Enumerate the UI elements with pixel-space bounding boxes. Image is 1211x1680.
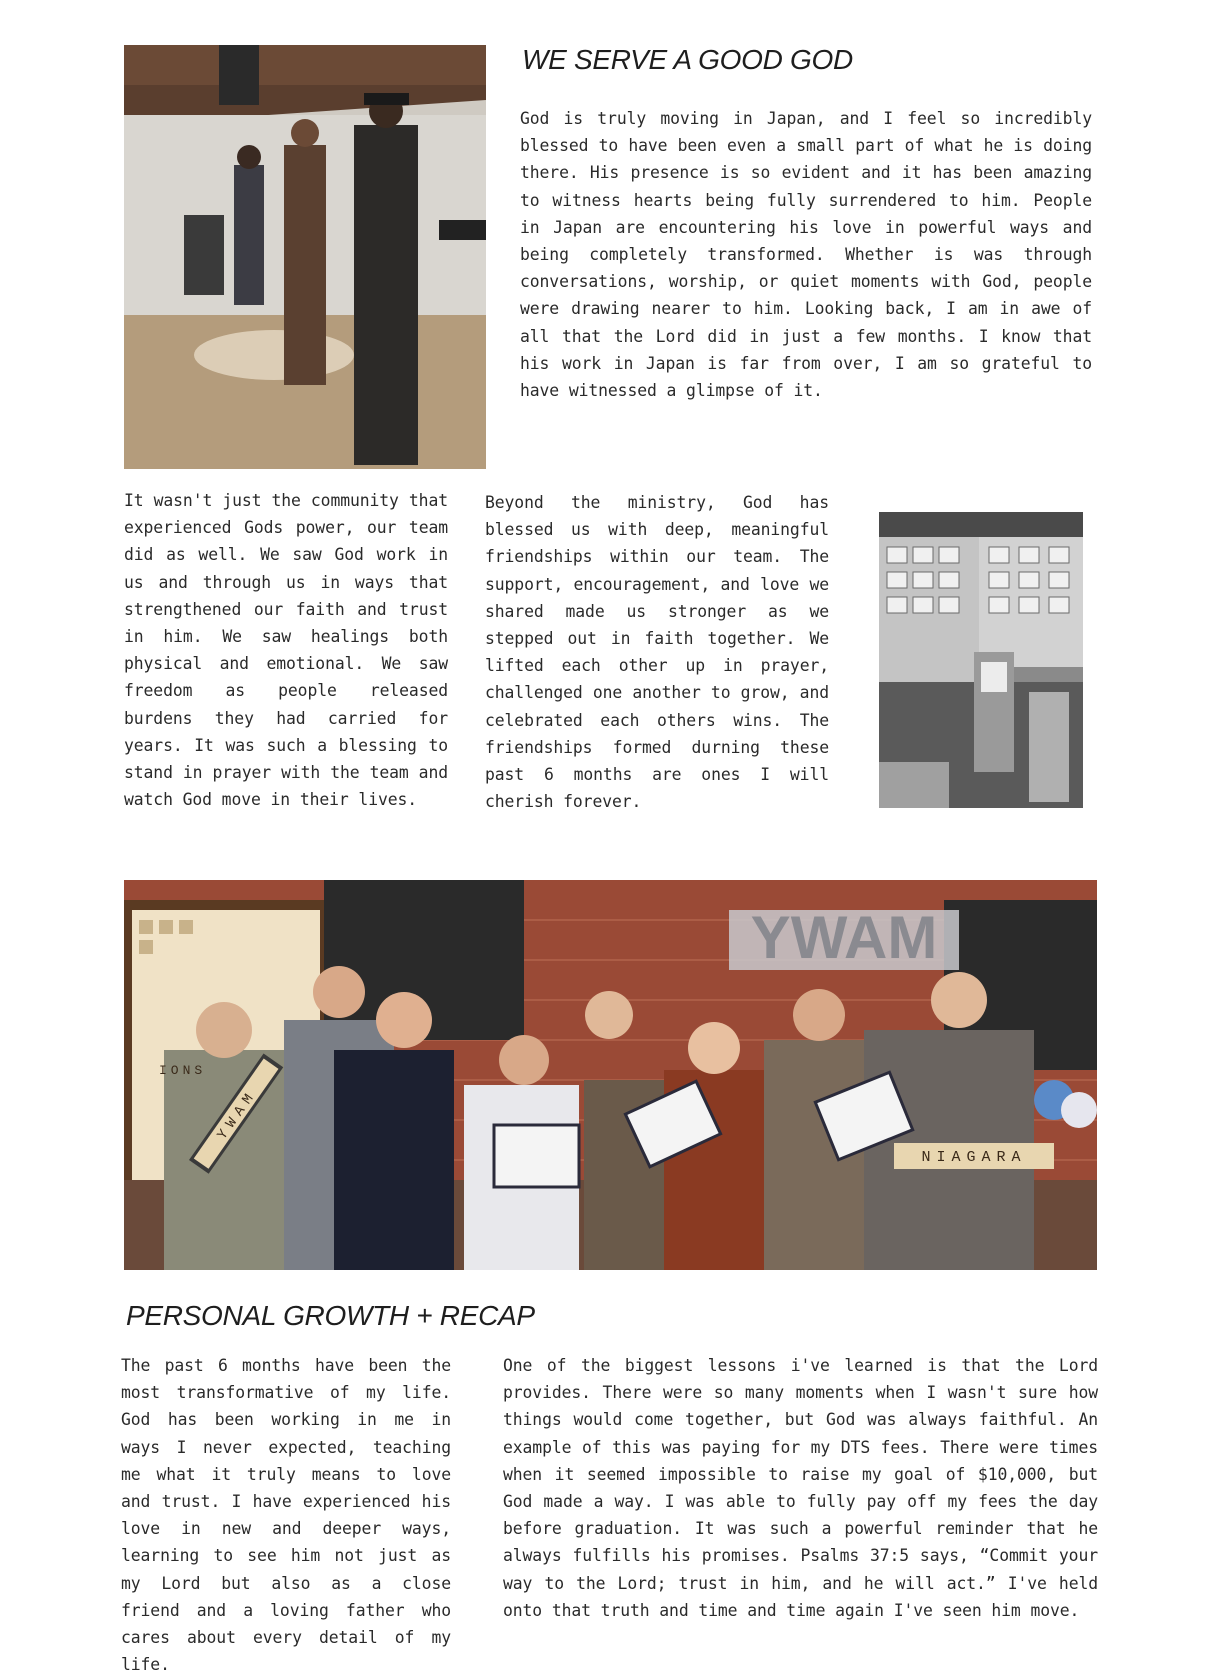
team-group-photo — [124, 880, 1097, 1270]
svg-text:IONS: IONS — [159, 1063, 207, 1078]
svg-text:YWAM: YWAM — [750, 904, 938, 971]
serve-paragraph: God is truly moving in Japan, and I feel so incredibly blessed to have been even a small part of what he is doing there. His presence is so evident and it has been amazing to witness hearts being fully surrendered to him. People in Japan are encountering his love in powerful ways and being completely transformed. Whether is was through conversations, worship, or quiet moments with God, people were drawing nearer to him. Looking back, I am in awe of all that the Lord did in just a few months. I know that his work in Japan is far from over, I am so grateful to have witnessed a glimpse of it. — [520, 109, 1092, 401]
growth-paragraph-left: The past 6 months have been the most transformative of my life. God has been working in me in ways I never expected, teaching me what it truly means to love and trust. I have experienced his love in new and deeper ways, learning to see him not just as my Lord but also as a close friend and a loving father who cares about every detail of my life. — [121, 1356, 451, 1675]
growth-paragraph-right: One of the biggest lessons i've learned is that the Lord provides. There were so many moments when I wasn't sure how things would come together, but God was always faithful. An example of this was paying for my DTS fees. There were times when it seemed impossible to raise my goal of $10,000, but God made a way. I was able to fully pay off my fees the day before graduation. It was such a powerful reminder that he always fulfills his promises. Psalms 37:5 says, “Commit your way to the Lord; trust in him, and he will act.” I've held onto that truth and time and time again I've seen him move. — [503, 1356, 1098, 1620]
gallery-room-photo — [879, 512, 1083, 808]
worship-stage-photo — [124, 45, 486, 469]
svg-text:NIAGARA: NIAGARA — [921, 1149, 1027, 1166]
community-paragraph: It wasn't just the community that experienced Gods power, our team did as well. We saw God work in us and through us in ways that strengthened our faith and trust in him. We saw healings both physical and emotional. We saw freedom as people released burdens they had carried for years. It was such a blessing to stand in prayer with the team and watch God move in their lives. — [124, 491, 448, 810]
section-heading-growth: PERSONAL GROWTH + RECAP — [126, 1300, 535, 1331]
section-heading-serve: WE SERVE A GOOD GOD — [522, 44, 853, 75]
svg-text:YWAM: YWAM — [214, 1086, 261, 1143]
friendships-paragraph: Beyond the ministry, God has blessed us with deep, meaningful friendships within our team. The support, encouragement, and love we shared made us stronger as we stepped out in faith together. We lifted each other up in prayer, challenged one another to grow, and celebrated each others wins. The friendships formed durning these past 6 months are ones I will cherish forever. — [485, 493, 829, 812]
